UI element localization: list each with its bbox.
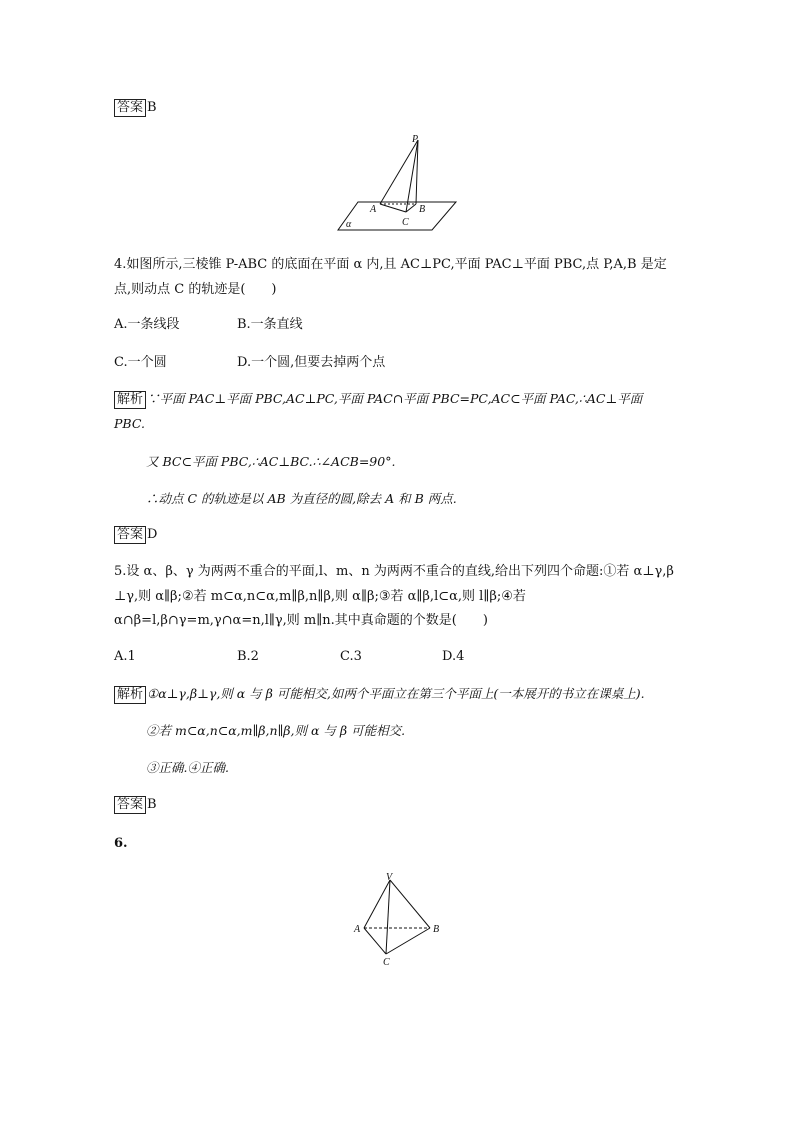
label-V: V <box>386 872 393 883</box>
label-B: B <box>433 924 440 935</box>
q5-option-c: C.3 <box>340 649 362 664</box>
q5-solution-line2: ②若 m⊂α,n⊂α,m∥β,n∥β,则 α 与 β 可能相交. <box>146 723 406 738</box>
q5-option-b: B.2 <box>237 649 259 664</box>
q4-option-d: D.一个圆,但要去掉两个点 <box>237 355 386 370</box>
q5-stem-line1: 5.设 α、β、γ 为两两不重合的平面,l、m、n 为两两不重合的直线,给出下列四个命题:①若 α⊥γ,β <box>114 564 674 579</box>
label-P: P <box>412 134 419 145</box>
label-C: C <box>402 217 409 228</box>
edge-AC <box>380 204 406 212</box>
q4-solution-line3: 又 BC⊂平面 PBC,∴AC⊥BC.∴∠ACB=90°. <box>146 454 396 469</box>
answer-row-q5 <box>114 795 157 815</box>
q5-stem-line2: ⊥γ,则 α∥β;②若 m⊂α,n⊂α,m∥β,n∥β,则 α∥β;③若 α∥β,l⊂α,则 l∥β;④若 <box>114 589 526 604</box>
q5-solution-line3: ③正确.④正确. <box>146 760 229 775</box>
q4-option-a: A.一条线段 <box>114 317 180 332</box>
q6-label: 6. <box>114 836 128 851</box>
answer-label: 答案 <box>114 526 146 544</box>
figure-pyramid-on-plane <box>330 132 470 238</box>
q4-stem-line2: 点,则动点 C 的轨迹是( ) <box>114 282 277 297</box>
q5-option-a: A.1 <box>114 649 136 664</box>
edge-CB <box>386 928 430 954</box>
solution-label: 解析 <box>114 686 146 704</box>
edge-VB <box>390 880 430 928</box>
label-C: C <box>383 957 390 968</box>
answer-value: B <box>147 797 157 812</box>
q5-option-d: D.4 <box>442 649 465 664</box>
q4-option-c: C.一个圆 <box>114 355 167 370</box>
plane-alpha <box>338 202 456 230</box>
answer-row-q4 <box>114 525 157 545</box>
answer-value: D <box>147 527 158 542</box>
label-B: B <box>419 204 426 215</box>
q4-option-b: B.一条直线 <box>237 317 303 332</box>
answer-label: 答案 <box>114 99 146 117</box>
label-alpha: α <box>346 219 352 230</box>
answer-label: 答案 <box>114 796 146 814</box>
q5-stem-line3: α∩β=l,β∩γ=m,γ∩α=n,l∥γ,则 m∥n.其中真命题的个数是( ) <box>114 613 488 628</box>
label-A: A <box>370 204 377 215</box>
edge-VC <box>386 880 390 954</box>
answer-row-q3 <box>114 98 157 118</box>
q4-stem-line1: 4.如图所示,三棱锥 P-ABC 的底面在平面 α 内,且 AC⊥PC,平面 PAC⊥平面 PBC,点 P,A,B 是定 <box>114 257 667 272</box>
solution-label: 解析 <box>114 391 146 409</box>
edge-VA <box>364 880 390 928</box>
answer-value: B <box>147 100 157 115</box>
figure-tetrahedron-VABC <box>350 870 450 970</box>
edge-AC <box>364 928 386 954</box>
q4-solution-line4: ∴动点 C 的轨迹是以 AB 为直径的圆,除去 A 和 B 两点. <box>146 491 457 506</box>
q4-solution-line1: 解析 ∵平面 PAC⊥平面 PBC,AC⊥PC,平面 PAC∩平面 PBC=PC,AC⊂平面 PAC,∴AC⊥平面 <box>114 389 642 409</box>
q5-solution-line1: 解析 ①α⊥γ,β⊥γ,则 α 与 β 可能相交,如两个平面立在第三个平面上(一本展开的书立在课桌上). <box>114 684 645 704</box>
q4-solution-line2: PBC. <box>114 416 145 431</box>
label-A: A <box>354 924 361 935</box>
